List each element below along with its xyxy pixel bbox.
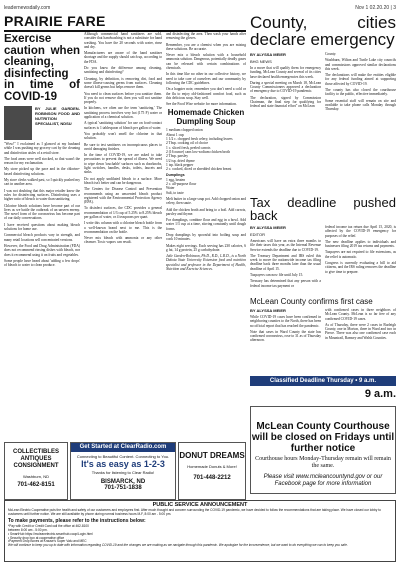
paragraph: The new deadline applies to individuals and businesses filing 2019 tax returns and payments. (325, 239, 396, 249)
article-column (250, 52, 321, 114)
ad-title: DONUT DREAMS (179, 451, 245, 460)
paragraph: My store picked up the pace and in the chlorine-based disinfecting solutions. (4, 167, 80, 176)
paragraph: Americans will have an extra three months to file their taxes this year, as the Internal Revenue Service extends the deadline due to COVID-19. (250, 239, 321, 252)
author-note: Julie Garden-Robinson, Ph.D., R.D., L.R.D., is a North Dakota State University Extension food and nutrition specialist and professor in the Department of Health, Nutrition and Exercise Sciences. (166, 254, 246, 272)
article-column (250, 225, 321, 290)
paragraph: Taxpayers can now file until July 15. (250, 273, 304, 278)
article-mclean-case (250, 308, 396, 374)
article-headline: County, cities declare emergency (250, 14, 396, 49)
dumplings-heading: Dumplings (166, 173, 185, 178)
direction: Drop dumplings by spoonful into boiling soup and cook 10 minutes. (166, 232, 246, 242)
clear-radio-ad (70, 442, 176, 500)
paragraph: Cleaning, by definition, is removing dirt, food and some illness-causing germs from surfaces. Cleaning doesn't kill germs but helps remove them. (84, 76, 162, 90)
recipe-title: Homemade Chicken Dumpling Soup (167, 108, 245, 127)
paragraph: "Wow!" I exclaimed as I glanced at my husband while I was pushing my grocery cart by the cleaning and disinfection aisles of a retail store. (4, 142, 80, 155)
issue-info: Nov 1 02.20.20 | 3 (355, 5, 396, 11)
notice-item[interactable]: • SmartHub https://mcleanelectric.smarthub.coop/Login.html (8, 531, 93, 536)
paragraph: On a happier note, remember you don't need a cold or the flu to enjoy old-fashioned comfort food, such as this delicious soup. Stay well. (166, 87, 246, 100)
paragraph: I have received questions about making bleach solutions for home use. (4, 222, 80, 232)
paragraph: In the time of COVID-19, we are asked to take precautions to prevent the spread of illness. We need to wipe down 'touchable' surfaces such as doorknobs, light switches, handles, desks, toilets, faucets and sinks. (84, 153, 162, 175)
notice-item: *Pay with Credit or Credit Card call the office at 462-8100 (8, 523, 89, 528)
ingredient: 2 Tbsp. parsley (166, 154, 188, 159)
ad-city: BISMARCK, ND (100, 479, 146, 485)
paragraph: I was not doubting that this major retailer knew the rules for disinfecting surfaces. Disinfecting uses a higher ratio of bleach to water than sanitizing. (4, 188, 80, 202)
public-service-announcement (4, 500, 396, 562)
ingredient: 1/2 tsp. dried thyme (166, 158, 195, 163)
paragraph: Although commercial hand sanitizers are sold, consider that handwashing is not a substitute for hand washing. You have the 20 seconds with water, rinse and dry. (84, 32, 162, 49)
paragraph: Do you know the difference among cleaning, sanitizing and disinfecting? (84, 66, 162, 75)
paragraph: Note that cases in Ward County the state has confirmed coronavirus, rose to 31 as of Thursday afternoon. (250, 329, 321, 343)
paragraph: In kitchens, we often use the term 'sanitizing.' The sanitizing process involves very hot (175 F) water or application of a chemical solution. (84, 106, 162, 120)
notice-heading: To make payments, please refer to the instructions below: (8, 517, 146, 524)
ad-tagline: Thanks for listening to Clear Radio! (91, 470, 155, 475)
article-recipe (166, 32, 246, 439)
article-tax-deadline (250, 196, 396, 294)
paragraph: The Treasury Department and IRS ruled this week to move the nationwide income tax filing deadline back three months later than the usual deadline of April 15. (250, 253, 321, 271)
paragraph: While COVID-19 cases have been confirmed in neighboring counties to the North, there has been no official report that has reached the pandemic. (250, 315, 321, 328)
notice-closing: We will continue to keep you up to date with information regarding COVID-19 and the changes we are making as we navigate through this pandemic. We apologize for the inconvenience, but we want to do everything we can to keep you safe. (8, 543, 348, 548)
notice-body: McLean Electric Cooperative puts the health and safety of our customers and employees first. After much thought and concern surrounding the COVID-19 pandemic, we have decided to follow the recommendations that are taking place. We have closed our lobby to customers until further notice. We are still available by phone during normal business hours M-F, 8:00 am - 5:00 pm. (8, 508, 381, 516)
article-outlet: BHG NEWS (250, 59, 272, 64)
article-byline: BY ALYSSA MEIER (250, 225, 286, 230)
ad-place: Washburn, ND (22, 474, 50, 479)
ingredient: 1 medium chopped onion (166, 128, 203, 133)
paragraph: Do not apply undiluted bleach to a surface. More bleach isn't better and can be dangerous. (84, 176, 162, 185)
direction: For dumplings, combine flour and egg in a bowl. Add water 1/3 cup at a time, stirring constantly until dough forms. (166, 218, 246, 231)
paragraph: Treasury has determined that any person with a federal income tax payment or (250, 279, 321, 288)
paragraph: I write this column with a chlorine bleach bottle from a well-known brand next to me. This is the recommendation on the bottle. (84, 221, 162, 234)
ad-title: McLean County Courthouse will be closed on Fridays until further notice (251, 421, 395, 454)
paragraph: A typical 'sanitizing solution' for use on food-contact surfaces is 1 tablespoon of bleach per gallon of water. (84, 121, 162, 130)
paragraph: Commercial bleach products vary in strength, and many retail locations sell concentrated versions. (4, 233, 80, 242)
article-column (325, 52, 396, 114)
paragraph: County. (325, 52, 337, 56)
ingredient: 1 c. sliced fresh, peeled carrots (166, 145, 211, 150)
direction: Add the chicken broth and bring to a boil. Add carrots, parsley and thyme. (166, 207, 246, 216)
ingredient: 2 c. cooked, diced or shredded chicken breast (166, 167, 232, 172)
ad-subtitle: Homemade Donuts & More! (187, 464, 237, 469)
article-column (250, 308, 321, 345)
ad-line: Connecting to Beautiful Content. Connecting to You. (76, 454, 170, 459)
ingredient-list (166, 128, 246, 171)
paragraph: My store clerks walked past, so I quickly pushed my cart in another area. (4, 178, 80, 187)
paragraph: federal income tax return due April 15, 2020, is affected by the COVID-19 emergency for purposes of the relief. (325, 225, 396, 238)
paragraph: Be sure to test sanitizers on inconspicuous places to avoid damaging finishes. (84, 142, 162, 151)
ingredient: Water (166, 186, 175, 191)
article-column (325, 308, 396, 345)
deadline-time: 9 a.m. (364, 388, 396, 400)
paragraph: Never mix bleach with ammonia or any other cleanser. Toxic vapors can result. (84, 236, 162, 245)
paragraph: In a move that will qualify them for emergency funding, McLean County and several of its cities have declared health emergencies this week. (250, 66, 321, 79)
ingredient: 2 Tbsp. cooking oil of choice (166, 141, 209, 146)
dumpling-list (166, 178, 246, 195)
article-byline: BY ALYSSA MEIER (250, 308, 286, 313)
paragraph: However, the Food and Drug Administration (FDA) does not recommend rinsing dishes with bleach, nor does it recommend using it on fruits and vegetables. (4, 243, 80, 257)
ad-hours: Courthouse hours Monday-Thursday remain will remain the same. (255, 456, 391, 469)
ingredient: About 1 cup (166, 132, 184, 137)
direction: Makes eight servings. Each serving has 230 calories, 6 g fat, 14 g protein, 25 g carbohydrate. (166, 243, 246, 252)
ingredient: 1 1/2 c. chopped fresh celery, including leaves (166, 137, 233, 142)
ingredient: 2 c. all-purpose flour (166, 182, 197, 187)
paragraph: You probably won't smell the chlorine in that solution. (84, 131, 162, 141)
paragraph: Congress is currently evaluating a bill to aid citizens, and the IRS ruling removes the deadline to give time to prepare. (325, 261, 396, 274)
page-header (4, 5, 396, 12)
notice-title: PUBLIC SERVICE ANNOUNCEMENT (152, 502, 248, 508)
ad-name: COLLECTIBLES ANTIQUES CONSIGNMENT (13, 449, 59, 469)
paragraph: During a special meeting on March 18, McLean County Commissioners approved a declaration of emergency due to COVID-19 pandemic. (250, 80, 321, 94)
paragraph: Never mix a bleach solution with a household ammonia solution. Dangerous, potentially deadly gases can be released with certain combinations of chemicals. (166, 53, 246, 71)
ingredient: 1 egg, beaten (166, 177, 186, 182)
notice-item: •Payment Drop Boxes at Krause's Super Valu and MEC (8, 539, 87, 544)
article-role: EDITOR (250, 232, 266, 237)
paragraph: The declarations will make the entities eligible for any federal funding aimed at supporting those affected by COVID-19. (325, 73, 396, 86)
ad-title: Get Started at ClearRadio.com (71, 443, 175, 452)
paragraph: Remember, you are a chemist when you are mixing these solutions. Be accurate. (166, 42, 246, 51)
paragraph: The Centers for Disease Control and Prevention recommends using an unscented bleach product registered with the Environmental Protection Agency (EPA). (84, 187, 162, 205)
ad-line: It's as easy as 1-2-3 (81, 459, 165, 469)
paragraph: In this time like no other in our collective history, we need to take care of ourselves and our community by following the CDC guidelines. (166, 72, 246, 85)
paragraph: Manufacturers are aware of the hand sanitizer shortage and the supply should catch up, according to the FDA. (84, 51, 162, 64)
ad-phone: 701-448-2212 (193, 475, 231, 481)
ingredient: Salt, to taste (166, 190, 184, 195)
section-banner: PRAIRIE FARE (4, 13, 246, 32)
paragraph: You need to clean surfaces before you sanitize them. If you do not remove dirt, then you will not sanitize properly. (84, 91, 162, 105)
paragraph: Some essential staff will remain on site and available to take phone calls Monday through Thursday. (325, 98, 396, 112)
courthouse-closure-ad (250, 406, 396, 494)
paragraph: To disinfect surfaces, the CDC provides a general recommendation of 1/3 cup of 5.25% to 8.25% bleach per gallon of water, or 4 teaspoons per quart. (84, 206, 162, 219)
paragraph: The food areas were well stocked, so that wasn't the reason for my exclamation. (4, 156, 80, 166)
ingredient: 2 (16 ounce) cans low-sodium chicken broth (166, 149, 231, 154)
notice-item: between 8:00 am - 5:00 pm. (8, 527, 48, 532)
direction: Melt butter in a large soup pot. Add chopped onion and celery, then saute. (166, 196, 246, 206)
paragraph: and disinfecting the area. Then wash your hands after removing the gloves. (166, 32, 246, 41)
author-photo (4, 106, 32, 140)
article-headline: Exercise caution when cleaning, disinfecting in time of COVID-19 (4, 34, 80, 103)
notice-item: • Security drop box at cooperative office (8, 535, 65, 540)
paragraph: As of Thursday, there were 2 cases in Burleigh County, one in Morton, three in Ward and two in Pierce. There was also one confirmed case each in Mountrail, Ramsey and Walsh Counties. (325, 322, 396, 340)
paragraph: Washburn, Wilton and Turtle Lake city councils and commissions approved similar declarations this week. (325, 58, 396, 71)
article-byline: BY JULIE GARDEN-ROBINSON FOOD AND NUTRITION SPECIALIST, NDSU (35, 106, 80, 126)
paragraph: with confirmed cases in three neighbors of McLean County. McLean is so far free of any confirmed COVID-19 cases. (325, 308, 396, 321)
paragraph: Chlorine bleach solutions have become part of our lives as we battle the outbreak of an unseen enemy. The novel form of the coronavirus has become part of our daily conversations. (4, 203, 80, 221)
article-byline: BY ALYSSA MEIER (250, 52, 286, 57)
ingredient: 1 tsp. black pepper (166, 162, 194, 167)
ad-phone: 701-751-1838 (104, 485, 142, 491)
article-headline: McLean County confirms first case (250, 297, 373, 306)
article-headline: Tax deadline pushed back (250, 196, 396, 223)
article-column (325, 225, 396, 290)
article-continuation (84, 32, 162, 439)
paragraph: The county has also closed the courthouse facility to the public, effective immediately. (325, 88, 396, 97)
site-url[interactable]: leadernewsdaily.com (4, 5, 51, 11)
donut-shop-ad (178, 442, 246, 500)
paragraph: Some people have heard about 'adding a few drops' of bleach to water to clean produce. (4, 258, 80, 268)
article-county-emergency (250, 14, 396, 132)
paragraph: The declaration, signed by Commission Chairman, the final step for qualifying for federal and state financial effort" on McLean (250, 95, 321, 109)
ad-phone: 701-462-8151 (17, 482, 55, 488)
antiques-ad (4, 442, 68, 500)
paragraph: Taxpayers are not required to file extensions, as the relief is automatic. (325, 250, 396, 259)
classified-deadline-bar: Classified Deadline Thursday • 9 a.m. (250, 376, 396, 386)
ad-visit[interactable]: Please visit www.mcleancountynd.gov or our Facebook page for more information (263, 474, 383, 487)
paragraph: See the Food Wise website for more information. (166, 102, 237, 107)
article-exercise-caution (4, 34, 80, 439)
